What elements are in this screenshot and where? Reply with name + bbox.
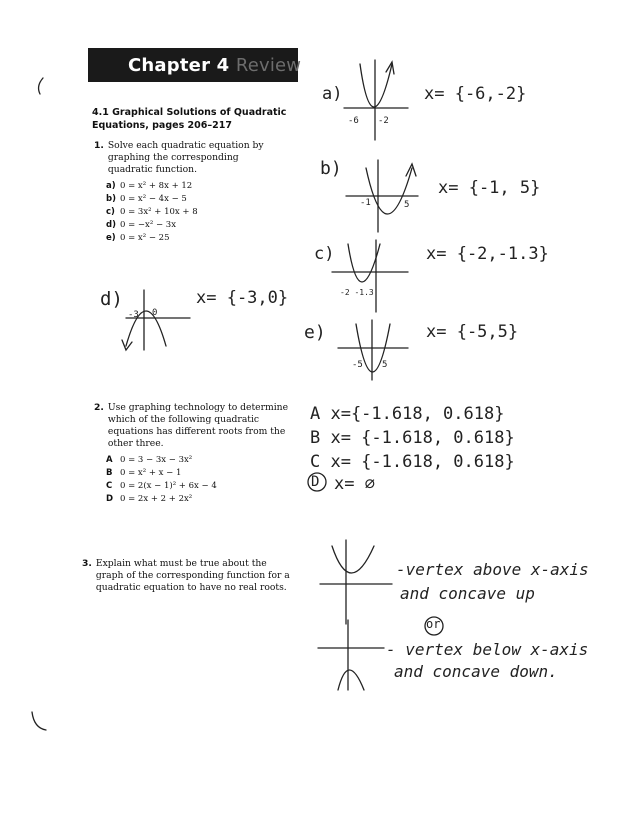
answer-b: x= {-1, 5} (438, 178, 541, 198)
margin-mark (32, 712, 46, 730)
chapter-title-faded: Review (235, 55, 302, 76)
option-item: C 0 = 2(x − 1)² + 6x − 4 (106, 481, 217, 491)
tick-e2: 5 (382, 360, 388, 370)
label-c: c) (314, 244, 335, 264)
q2-answer-b: B x= {-1.618, 0.618} (310, 428, 515, 448)
tick-b1: -1 (360, 198, 371, 208)
equation-item: e) 0 = x² − 25 (106, 233, 170, 243)
q2-answer-d: x= ∅ (334, 474, 375, 494)
question-number: 1. (94, 140, 104, 151)
q3-answer-line2: and concave up (400, 584, 535, 603)
sketch-q3-lower (318, 620, 384, 690)
label-b: b) (320, 158, 342, 179)
answer-e: x= {-5,5} (426, 322, 519, 342)
tick-c: -2 -1.3 (340, 288, 374, 297)
q2-answer-d-letter: D (311, 474, 320, 490)
tick-d2: 0 (152, 308, 158, 318)
tick-b2: 5 (404, 200, 410, 210)
equation-item: a) 0 = x² + 8x + 12 (106, 181, 193, 191)
equation-item: c) 0 = 3x² + 10x + 8 (106, 207, 198, 217)
tick-a2: -2 (378, 116, 389, 126)
sketch-e-graph (338, 320, 408, 380)
q2-answer-a: A x={-1.618, 0.618} (310, 404, 505, 424)
label-e: e) (304, 322, 326, 343)
tick-e1: -5 (352, 360, 363, 370)
equation-item: b) 0 = x² − 4x − 5 (106, 194, 187, 204)
margin-mark (39, 78, 43, 94)
q2-answer-c: C x= {-1.618, 0.618} (310, 452, 515, 472)
sketch-q3-upper (320, 540, 392, 624)
q3-answer-line1: -vertex above x-axis (396, 560, 589, 579)
option-item: A 0 = 3 − 3x − 3x² (106, 455, 193, 465)
option-item: B 0 = x² + x − 1 (106, 468, 182, 478)
label-a: a) (322, 84, 343, 104)
q3-answer-line3: - vertex below x-axis (386, 640, 589, 659)
answer-d: x= {-3,0} (196, 288, 289, 308)
question-number: 2. (94, 402, 104, 413)
sketch-a-graph (344, 60, 408, 140)
sketch-d-graph (122, 290, 190, 350)
chapter-title-main: Chapter 4 (128, 55, 230, 76)
question-prompt: Solve each quadratic equation by graphing the corresponding quadratic function. (107, 140, 264, 175)
tick-a1: -6 (348, 116, 359, 126)
q3-answer-line4: and concave down. (394, 662, 558, 681)
q3-or: or (426, 617, 441, 631)
answer-a: x= {-6,-2} (424, 84, 527, 104)
equation-item: d) 0 = −x² − 3x (106, 220, 176, 230)
tick-d1: -3 (128, 310, 139, 320)
sketch-c-graph (332, 240, 408, 312)
option-item: D 0 = 2x + 2 + 2x² (106, 494, 193, 504)
answer-c: x= {-2,-1.3} (426, 244, 549, 264)
question-prompt: Explain what must be true about the graph of the corresponding function for a quadratic equation to have no real roots. (95, 558, 290, 593)
section-heading: 4.1 Graphical Solutions of Quadratic Equations, pages 206–217 (92, 107, 287, 131)
sketch-b-graph (346, 160, 418, 232)
label-d: d) (100, 288, 123, 310)
question-number: 3. (82, 558, 92, 569)
question-prompt: Use graphing technology to determine which of the following quadratic equations has different roots from the other three. (107, 402, 289, 449)
